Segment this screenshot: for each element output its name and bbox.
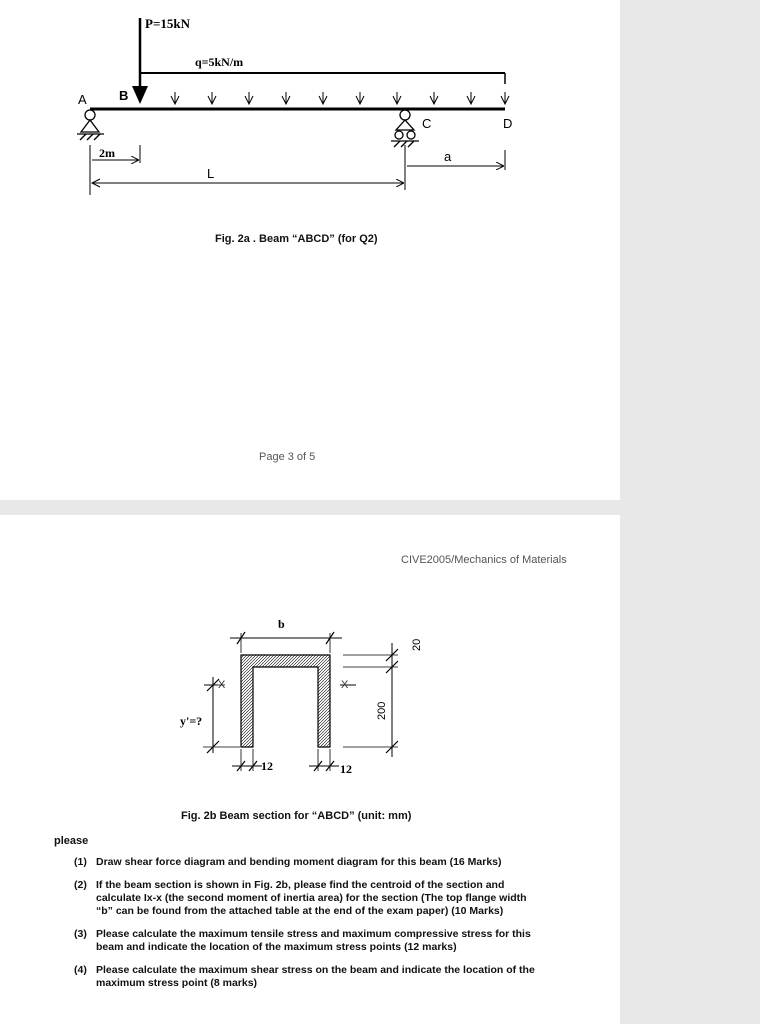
label-c: C (422, 116, 432, 131)
load-p-label: P=15kN (145, 16, 190, 31)
question-number: (3) (74, 928, 87, 940)
load-q-label: q=5kN/m (195, 55, 244, 69)
label-d: D (503, 116, 513, 131)
question-item (74, 928, 544, 954)
pin-support-a (77, 110, 104, 140)
page-header: CIVE2005/Mechanics of Materials (401, 554, 567, 566)
dim-ab-label: 2m (99, 146, 115, 160)
channel-section (241, 655, 330, 747)
x-axis-left: X (218, 679, 226, 691)
beam-section-diagram (0, 515, 620, 795)
label-a: A (78, 92, 87, 107)
dim-height-label: 200 (376, 701, 388, 720)
dim-a-label: a (444, 149, 452, 164)
distributed-load-arrows (171, 92, 509, 104)
page-number: Page 3 of 5 (259, 451, 316, 463)
viewer-background (620, 0, 760, 1024)
question-number: (4) (74, 964, 87, 976)
question-text: Draw shear force diagram and bending moment diagram for this beam (16 Marks) (96, 856, 502, 868)
x-axis-right: X (341, 679, 349, 691)
dim-b-label: b (278, 617, 285, 631)
question-number: (1) (74, 856, 87, 868)
figure-2a-caption: Fig. 2a . Beam “ABCD” (for Q2) (215, 233, 378, 245)
question-intro: please (54, 835, 89, 847)
y-prime-label: y'=? (180, 714, 203, 728)
roller-support-c (391, 110, 419, 147)
question-text: Please calculate the maximum shear stress on the beam and indicate the location of the maximum stress point (8 marks) (96, 964, 535, 989)
question-item (74, 856, 544, 869)
question-number: (2) (74, 879, 87, 891)
dim-web-left-label: 12 (261, 759, 273, 773)
dim-flange-label: 20 (411, 638, 423, 651)
question-item (74, 879, 544, 918)
question-text: Please calculate the maximum tensile stress and maximum compressive stress for this beam and indicate the location of the maximum stress points (12 marks) (96, 928, 531, 953)
question-list (74, 856, 544, 1000)
dim-l-label: L (207, 166, 215, 181)
beam-diagram (0, 0, 620, 230)
question-item (74, 964, 544, 990)
question-text: If the beam section is shown in Fig. 2b, please find the centroid of the section and calculate Ix-x (the second moment of inertia area) for the section (The top flange width “b” can be found from the attached table at the end of the exam paper) (10 Marks) (96, 879, 527, 917)
label-b: B (119, 88, 129, 103)
page-3 (0, 0, 620, 500)
dim-web-right-label: 12 (340, 762, 352, 776)
figure-2b-caption: Fig. 2b Beam section for “ABCD” (unit: mm) (181, 810, 412, 822)
